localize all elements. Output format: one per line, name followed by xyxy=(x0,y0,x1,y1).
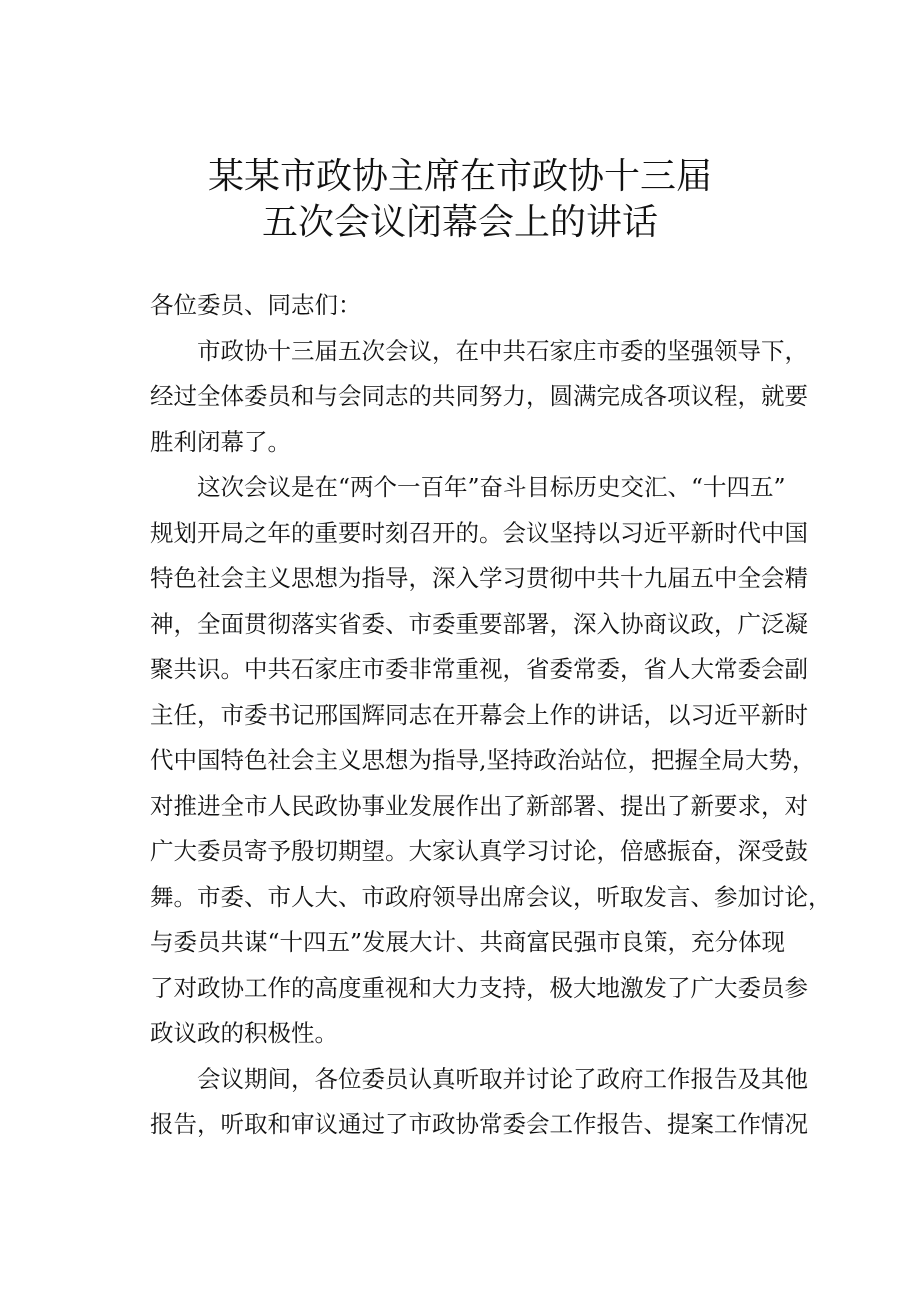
body-text-line: 特色社会主义思想为指导，深入学习贯彻中共十九届五中全会精 xyxy=(150,564,808,592)
title-line-1: 某某市政协主席在市政协十三届 xyxy=(207,156,712,197)
body-text-line: 广大委员寄予殷切期望。大家认真学习讨论，倍感振奋，深受鼓 xyxy=(150,837,808,865)
body-text-line: 神，全面贯彻落实省委、市委重要部署，深入协商议政，广泛凝 xyxy=(150,609,808,638)
body-text-line: 舞。市委、市人大、市政府领导出席会议，听取发言、参加讨论， xyxy=(150,882,832,911)
title-line-2: 五次会议闭幕会上的讲话 xyxy=(261,202,658,243)
body-text-line: 规划开局之年的重要时刻召开的。会议坚持以习近平新时代中国 xyxy=(150,518,808,547)
document-title xyxy=(150,154,770,246)
body-text-line: 这次会议是在“两个一百年”奋斗目标历史交汇、“十四五” xyxy=(197,473,786,501)
body-text-line: 了对政协工作的高度重视和大力支持，极大地激发了广大委员参 xyxy=(150,973,808,1002)
body-text-line: 对推进全市人民政协事业发展作出了新部署、提出了新要求，对 xyxy=(150,791,808,820)
body-text-line: 各位委员、同志们： xyxy=(150,291,362,319)
body-text-line: 代中国特色社会主义思想为指导,坚持政治站位，把握全局大势， xyxy=(150,746,816,774)
body-text-line: 与委员共谋“十四五”发展大计、共商富民强市良策，充分体现 xyxy=(150,928,786,956)
body-text-line: 聚共识。中共石家庄市委非常重视，省委常委，省人大常委会副 xyxy=(150,655,808,683)
body-text-line: 市政协十三届五次会议，在中共石家庄市委的坚强领导下， xyxy=(197,336,808,365)
body-text-line: 胜利闭幕了。 xyxy=(150,427,291,456)
body-text-line: 政议政的积极性。 xyxy=(150,1019,338,1047)
body-text-line: 主任，市委书记邢国辉同志在开幕会上作的讲话，以习近平新时 xyxy=(150,700,808,729)
body-text-line: 会议期间，各位委员认真听取并讨论了政府工作报告及其他 xyxy=(197,1064,808,1093)
body-text-line: 经过全体委员和与会同志的共同努力，圆满完成各项议程，就要 xyxy=(150,382,808,410)
document-body xyxy=(150,283,832,1148)
body-text-line: 报告，听取和审议通过了市政协常委会工作报告、提案工作情况 xyxy=(150,1110,808,1138)
